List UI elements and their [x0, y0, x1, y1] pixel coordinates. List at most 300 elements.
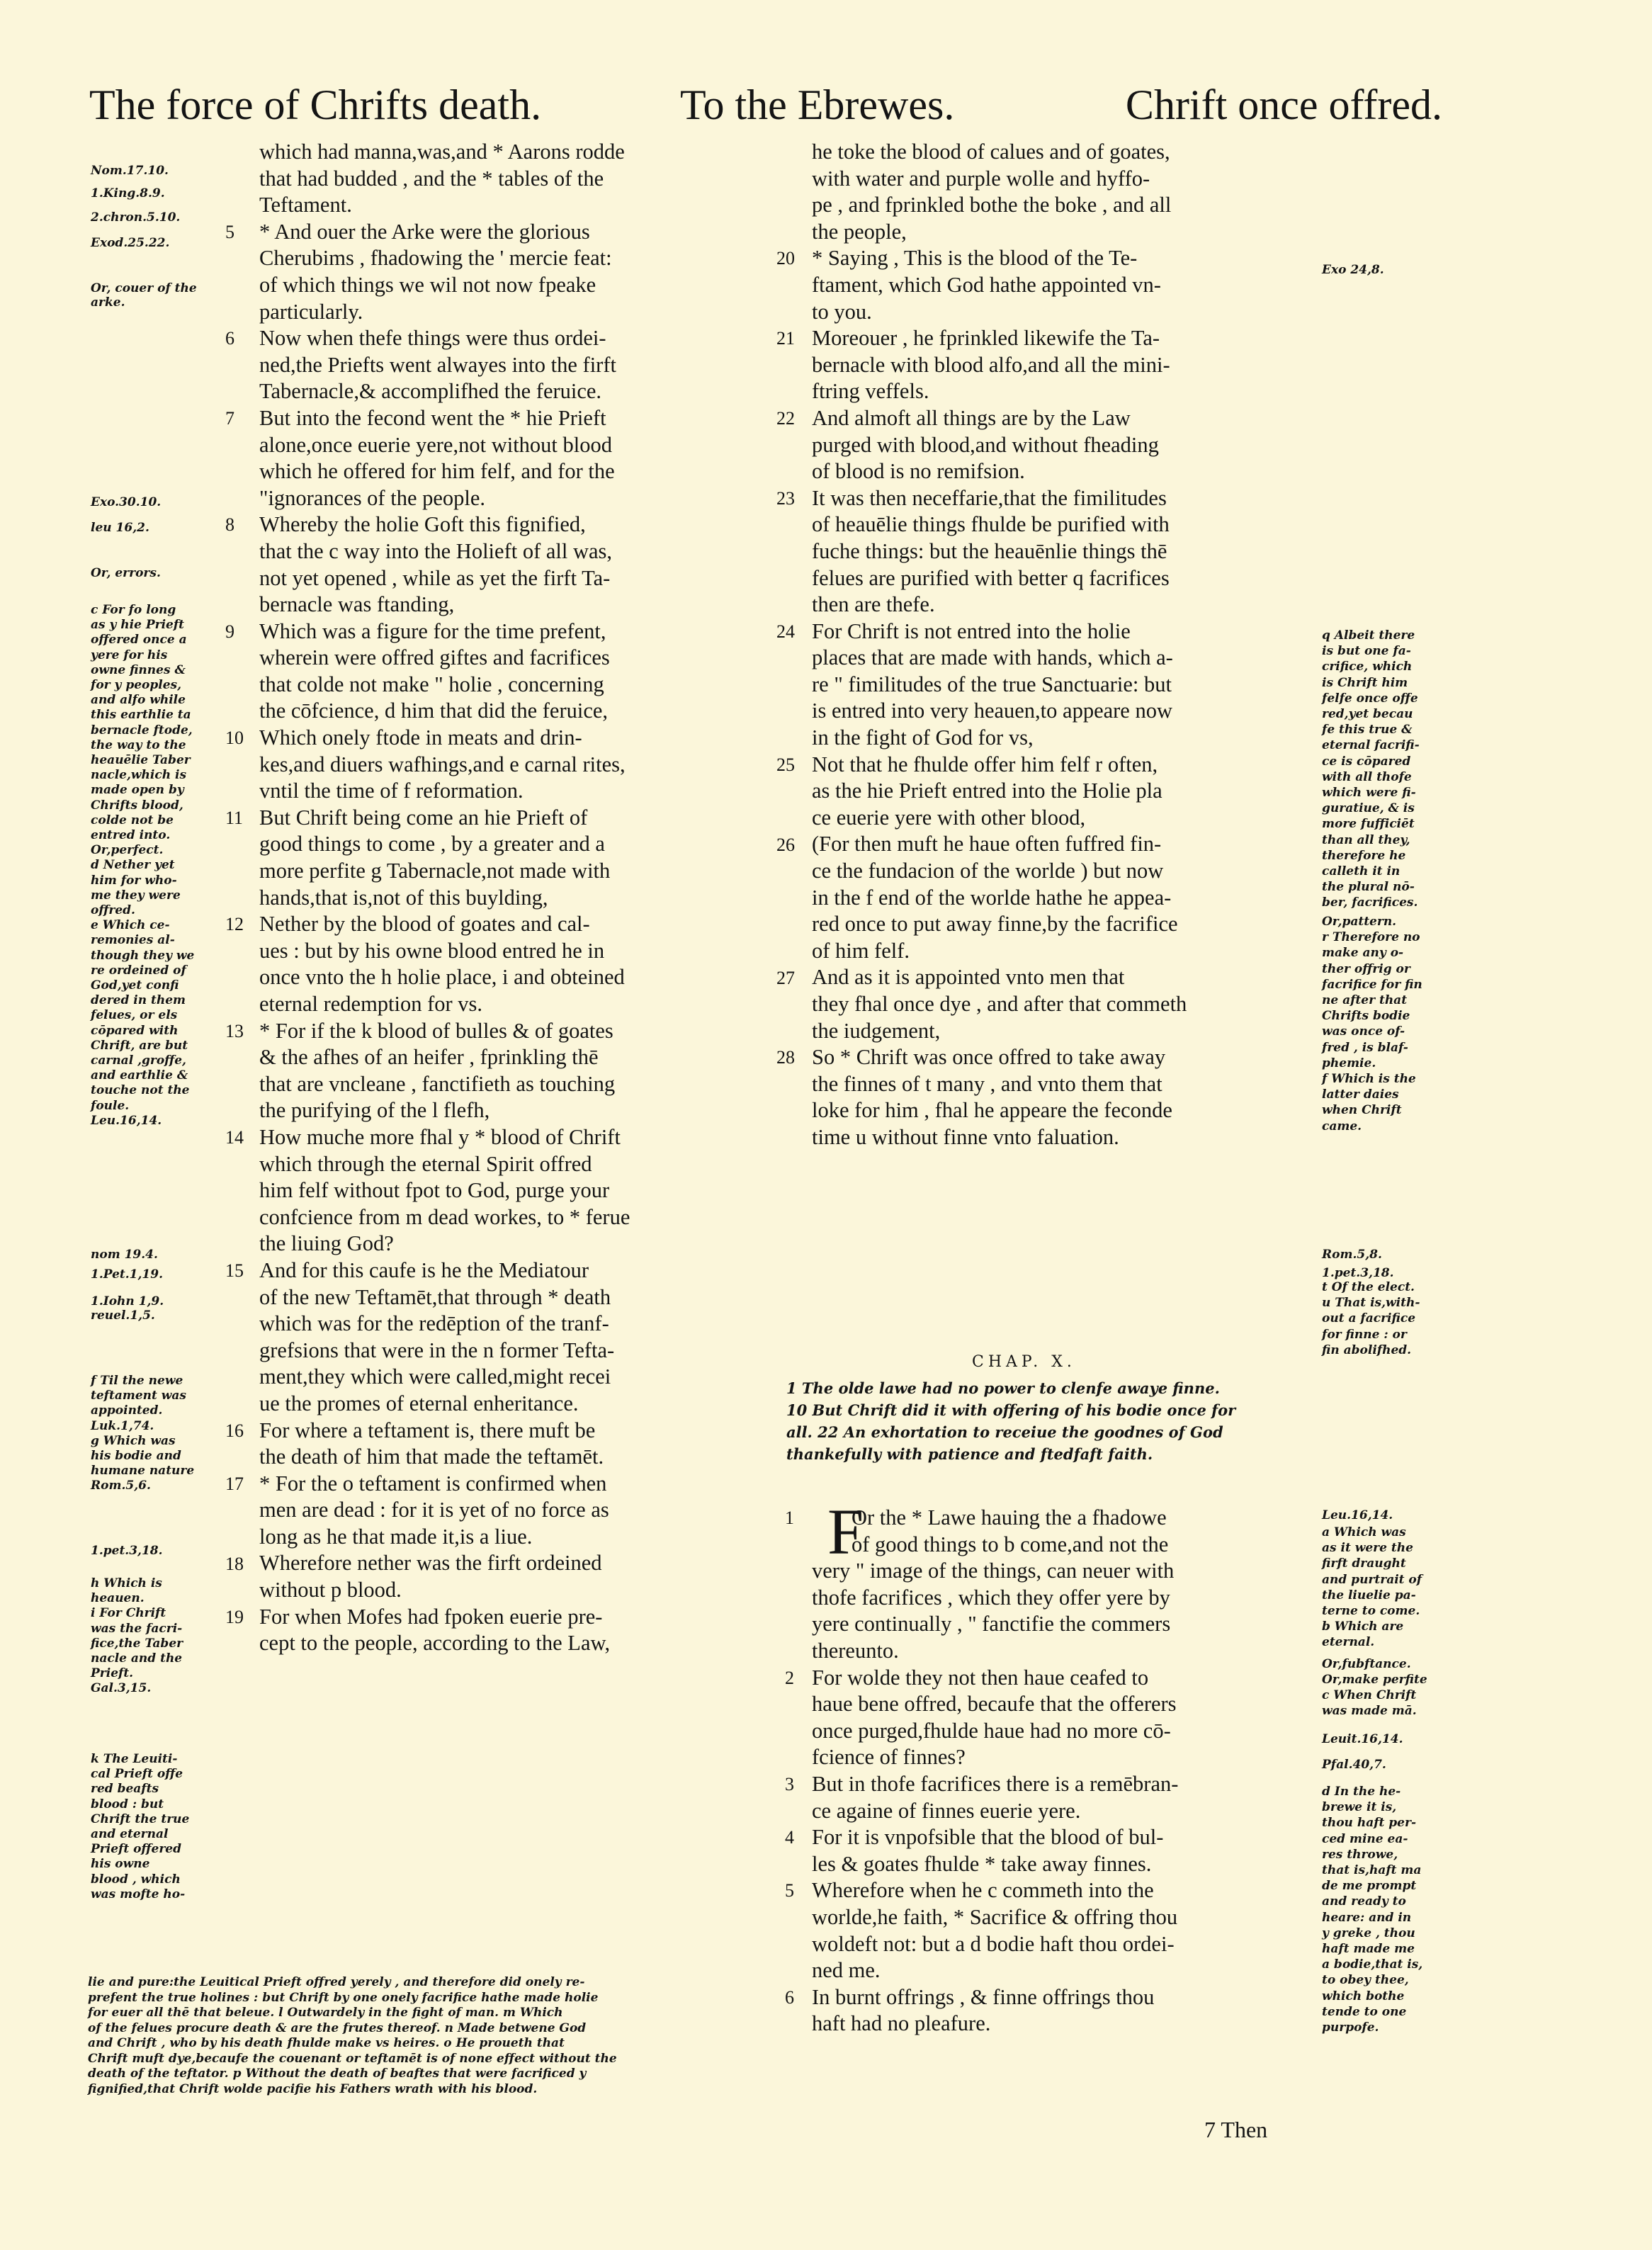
verse-number: 7 [225, 408, 234, 429]
margin-gloss: Nom.17.10. [91, 164, 169, 178]
argument-line: 10 But Chrift did it with offering of his bodie once for [786, 1401, 1236, 1419]
text-line: Now when thefe things were thus ordei- [259, 326, 606, 351]
margin-gloss: 1.pet.3,18. [1322, 1266, 1394, 1280]
margin-gloss: latter daies [1322, 1087, 1399, 1102]
text-line: But into the fecond went the * hie Prieft [259, 405, 606, 430]
footnote-line: death of the teftator. p Without the death of beaftes that were facrificed y [88, 2067, 587, 2081]
text-line: But in thofe facrifices there is a remēbran- [812, 1771, 1179, 1796]
chapter-heading: CHAP. X. [972, 1353, 1076, 1371]
margin-gloss: Prieft offered [91, 1842, 181, 1857]
text-line: In burnt offrings , & finne offrings thou [812, 1984, 1155, 2009]
margin-gloss: touche not the [91, 1083, 190, 1098]
text-line: For where a teftament is, there muft be [259, 1418, 596, 1442]
text-line: confcience from m dead workes, to * ferue [259, 1204, 630, 1229]
text-line: of which things we wil not now fpeake [259, 272, 596, 297]
text-line: felues are purified with better q facrifices [812, 565, 1170, 590]
text-line: Teftament. [259, 193, 352, 217]
margin-gloss: foule. [91, 1098, 130, 1113]
text-line: time u without finne vnto faluation. [812, 1124, 1119, 1149]
drop-cap: F [827, 1496, 864, 1568]
margin-gloss: to obey thee, [1322, 1973, 1409, 1988]
margin-gloss: made open by [91, 783, 184, 798]
margin-gloss: make any o- [1322, 946, 1404, 961]
margin-gloss: guratiue, & is [1322, 801, 1415, 816]
text-line: the purifying of the l flefh, [259, 1098, 490, 1123]
margin-gloss: y greke , thou [1322, 1926, 1415, 1940]
chapter-x-text [812, 1505, 1178, 2037]
footnote-line: and Chrift , who by his death fhulde make vs heires. o He proueth that [88, 2036, 565, 2050]
margin-gloss: f Til the newe [91, 1374, 183, 1388]
verse-number: 3 [785, 1774, 794, 1794]
header-left: The force of Chrifts death. [89, 81, 542, 128]
margin-gloss: Or,perfect. [91, 843, 164, 858]
verse-number: 20 [776, 248, 795, 269]
text-line: to you. [812, 299, 872, 324]
text-line: not yet opened , while as yet the firft Ta- [259, 565, 611, 590]
text-line: is entred into very heauen,to appeare now [812, 699, 1172, 723]
margin-gloss: him for who- [91, 873, 177, 888]
margin-gloss: u That is,with- [1322, 1296, 1420, 1311]
margin-gloss: res throwe, [1322, 1847, 1398, 1862]
margin-gloss: 1.Iohn 1,9. [91, 1294, 164, 1308]
margin-gloss: ber, facrifices. [1322, 895, 1418, 910]
text-line: So * Chrift was once offred to take away [812, 1045, 1166, 1070]
text-line: of the new Teftamēt,that through * death [259, 1284, 611, 1309]
verse-number: 27 [776, 967, 795, 988]
chapter-argument [786, 1377, 1235, 1465]
margin-gloss: Exo.30.10. [91, 495, 162, 509]
text-line: that had budded , and the * tables of the [259, 166, 604, 191]
margin-gloss: fin abolifhed. [1322, 1342, 1412, 1357]
margin-gloss: c When Chrift [1322, 1688, 1417, 1702]
margin-gloss: reuel.1,5. [91, 1308, 155, 1323]
text-line: les & goates fhulde * take away finnes. [812, 1851, 1152, 1876]
margin-gloss: his bodie and [91, 1449, 181, 1463]
margin-gloss: is Chrift him [1322, 675, 1408, 690]
margin-gloss: heauēlie Taber [91, 753, 191, 767]
margin-gloss: Or,pattern. [1322, 915, 1397, 929]
margin-gloss: dered in them [91, 993, 186, 1008]
margin-gloss: was mofte ho- [91, 1887, 186, 1901]
text-line: once vnto the h holie place, i and obteined [259, 965, 625, 990]
margin-gloss: cal Prieft offe [91, 1767, 183, 1782]
text-line: And almoft all things are by the Law [812, 405, 1131, 430]
text-line: with water and purple wolle and hyffo- [812, 166, 1150, 191]
margin-gloss: i For Chrift [91, 1606, 166, 1621]
margin-gloss: as it were the [1322, 1541, 1413, 1556]
text-line: It was then neceffarie,that the fimilitudes [812, 485, 1167, 510]
margin-gloss: g Which was [91, 1433, 176, 1448]
text-line: men are dead : for it is yet of no force as [259, 1498, 609, 1522]
margin-gloss: terne to come. [1322, 1604, 1420, 1618]
margin-gloss: k The Leuiti- [91, 1752, 178, 1766]
text-line: of good things to b come,and not the [852, 1532, 1169, 1556]
margin-gloss: cōpared with [91, 1023, 179, 1038]
text-line: haue bene offred, becaufe that the offerers [812, 1692, 1177, 1717]
text-line: Moreouer , he fprinkled likewife the Ta- [812, 326, 1160, 351]
margin-gloss: bernacle ftode, [91, 723, 193, 737]
verse-number: 14 [225, 1127, 244, 1148]
margin-gloss: ced mine ea- [1322, 1831, 1408, 1846]
text-line: haft had no pleafure. [812, 2011, 991, 2036]
text-line: Wherefore when he c commeth into the [812, 1878, 1154, 1903]
text-line: bernacle with blood alfo,and all the mini- [812, 352, 1170, 377]
margin-gloss: as y hie Prieft [91, 618, 185, 633]
margin-gloss: q Albeit there [1322, 628, 1415, 643]
text-line: him felf without fpot to God, purge your [259, 1178, 610, 1203]
text-line: * For if the k blood of bulles & of goates [259, 1018, 613, 1043]
margin-gloss: leu 16,2. [91, 521, 149, 535]
margin-gloss: the plural nō- [1322, 880, 1415, 895]
verse-number: 15 [225, 1260, 244, 1282]
margin-gloss: therefore he [1322, 848, 1406, 863]
margin-gloss: Chrifts bodie [1322, 1009, 1410, 1024]
margin-gloss: f Which is the [1322, 1072, 1416, 1086]
margin-gloss: eternal. [1322, 1635, 1375, 1650]
verse-number: 28 [776, 1047, 795, 1068]
margin-gloss: carnal ,groffe, [91, 1053, 186, 1068]
margin-gloss: is but one fa- [1322, 644, 1411, 659]
margin-gloss: was the facri- [91, 1621, 183, 1636]
footnote-line: prefent the true holines : but Chrift by one onely facrifice hathe made holie [88, 1990, 599, 2005]
verse-number: 23 [776, 487, 795, 509]
margin-gloss: tende to one [1322, 2004, 1407, 2019]
margin-gloss: Chrift the true [91, 1811, 190, 1826]
footnote-line: fignified,that Chrift wolde pacifie his Fathers wrath with his blood. [88, 2081, 538, 2096]
margin-gloss: firft draught [1322, 1556, 1406, 1571]
text-line: good things to come , by a greater and a [259, 832, 605, 857]
margin-gloss: Exo 24,8. [1322, 263, 1384, 277]
margin-gloss: Rom.5,8. [1322, 1248, 1382, 1262]
margin-gloss: r Therefore no [1322, 930, 1420, 945]
margin-gloss: facrifice for fin [1322, 977, 1422, 992]
text-line: Whereby the holie Goft this fignified, [259, 512, 586, 537]
right-column-text [812, 139, 1187, 1151]
margin-gloss: calleth it in [1322, 864, 1401, 878]
text-line: ftring veffels. [812, 379, 929, 404]
margin-gloss: the liuelie pa- [1322, 1588, 1416, 1602]
margin-gloss: offered once a [91, 633, 187, 648]
text-line: loke for him , fhal he appeare the feconde [812, 1098, 1172, 1123]
text-line: How muche more fhal y * blood of Chrift [259, 1124, 621, 1149]
text-line: Tabernacle,& accomplifhed the feruice. [259, 379, 602, 404]
margin-gloss: 1.Pet.1,19. [91, 1267, 163, 1282]
margin-gloss: Pfal.40,7. [1322, 1758, 1386, 1772]
verse-number: 6 [785, 1986, 794, 2008]
margin-gloss: though they we [91, 948, 195, 963]
text-line: * Saying , This is the blood of the Te- [812, 246, 1138, 271]
text-line: thereunto. [812, 1638, 899, 1663]
margin-gloss: Leuit.16,14. [1322, 1732, 1403, 1746]
footnote-line: for euer all thē that beleue. l Outwardely in the fight of man. m Which [88, 2006, 563, 2020]
text-line: ce euerie yere with other blood, [812, 805, 1086, 830]
verse-number: 18 [225, 1553, 244, 1574]
text-line: they fhal once dye , and after that commeth [812, 992, 1187, 1016]
text-line: that the c way into the Holieft of all was, [259, 538, 613, 563]
margin-gloss: the way to the [91, 737, 186, 752]
margin-gloss: Or,fubftance. [1322, 1657, 1411, 1671]
margin-gloss: 1.King.8.9. [91, 186, 165, 200]
verse-number: 11 [225, 808, 244, 828]
margin-gloss: that is,haft ma [1322, 1863, 1422, 1877]
text-line: the people, [812, 219, 907, 244]
margin-gloss: heare: and in [1322, 1910, 1412, 1925]
margin-gloss: and eternal [91, 1827, 169, 1841]
margin-gloss: and ready to [1322, 1894, 1406, 1909]
text-line: Not that he fhulde offer him felf r often, [812, 752, 1158, 776]
text-line: the cōfcience, d him that did the feruice, [259, 699, 609, 723]
text-line: which through the eternal Spirit offred [259, 1151, 592, 1176]
margin-gloss: brewe it is, [1322, 1800, 1397, 1815]
margin-gloss: Or, errors. [91, 566, 161, 580]
verse-number: 19 [225, 1607, 244, 1627]
text-line: of him felf. [812, 938, 910, 963]
margin-gloss: nom 19.4. [91, 1248, 158, 1262]
text-line: kes,and diuers wafhings,and e carnal rites, [259, 752, 626, 776]
footnote-line: of the felues procure death & are the frutes thereof. n Made betwene God [88, 2020, 587, 2035]
verse-number: 26 [776, 834, 795, 855]
text-line: Nether by the blood of goates and cal- [259, 912, 590, 937]
margin-gloss: b Which are [1322, 1619, 1404, 1634]
text-line: in the f end of the worlde hathe he appea- [812, 885, 1172, 910]
text-line: "ignorances of the people. [259, 485, 486, 510]
margin-gloss: for finne : or [1322, 1327, 1407, 1342]
argument-line: 1 The olde lawe had no power to clenfe awaye finne. [786, 1379, 1220, 1397]
text-line: hands,that is,not of this buylding, [259, 885, 548, 910]
text-line: ce againe of finnes euerie yere. [812, 1798, 1081, 1823]
header-right: Chrift once offred. [1125, 81, 1442, 128]
text-line: Cherubims , fhadowing the ' mercie feat: [259, 246, 612, 271]
margin-gloss: this earthlie ta [91, 708, 191, 723]
footnote-line: lie and pure:the Leuitical Prieft offred yerely , and therefore did onely re- [88, 1975, 585, 1989]
text-line: red once to put away finne,by the facrifice [812, 912, 1178, 937]
margin-gloss: when Chrift [1322, 1103, 1402, 1118]
text-line: without p blood. [259, 1578, 402, 1602]
text-line: of blood is no remifsion. [812, 459, 1025, 484]
margin-gloss: c For fo long [91, 603, 176, 617]
margin-gloss: colde not be [91, 813, 174, 827]
text-line: then are thefe. [812, 592, 935, 617]
text-line: & the afhes of an heifer , fprinkling thē [259, 1045, 599, 1070]
margin-gloss: blood , which [91, 1872, 181, 1887]
text-line: ned,the Priefts went alwayes into the firft [259, 352, 616, 377]
text-line: that are vncleane , fanctifieth as touching [259, 1071, 616, 1096]
text-line: * And ouer the Arke were the glorious [259, 219, 590, 244]
text-line: thofe facrifices , which they offer yere by [812, 1585, 1170, 1610]
text-line: bernacle was ftanding, [259, 592, 455, 617]
text-line: ftament, which God hathe appointed vn- [812, 272, 1161, 297]
margin-gloss: was made mā. [1322, 1704, 1417, 1718]
verse-number: 17 [225, 1474, 244, 1494]
text-line: Which was a figure for the time prefent, [259, 618, 606, 643]
margin-gloss: Chrifts blood, [91, 798, 183, 813]
margin-gloss: Prieft. [91, 1666, 134, 1681]
margin-gloss: was once of- [1322, 1024, 1405, 1039]
margin-gloss: Leu.16,14. [91, 1113, 162, 1128]
text-line: long as he that made it,is a liue. [259, 1524, 533, 1549]
margin-gloss: came. [1322, 1119, 1362, 1134]
text-line: ue the promes of eternal enheritance. [259, 1391, 579, 1415]
margin-gloss: which bothe [1322, 1989, 1405, 2003]
left-column-text [259, 139, 630, 1657]
margin-gloss: out a facrifice [1322, 1311, 1416, 1326]
verse-number: 5 [785, 1880, 794, 1901]
text-line: alone,once euerie yere,not without blood [259, 432, 612, 457]
margin-gloss: with all thofe [1322, 769, 1412, 784]
margin-gloss: thou haft per- [1322, 1816, 1417, 1831]
text-line: very " image of the things, can neuer with [812, 1559, 1175, 1583]
text-line: worlde,he faith, * Sacrifice & offring thou [812, 1904, 1178, 1929]
margin-gloss: red,yet becau [1322, 707, 1413, 721]
margin-gloss: fice,the Taber [91, 1636, 183, 1651]
margin-gloss: de me prompt [1322, 1879, 1417, 1894]
text-line: For it is vnpofsible that the blood of bul- [812, 1825, 1164, 1850]
text-line: which was for the redēption of the tranf- [259, 1311, 609, 1336]
text-line: ues : but by his owne blood entred he in [259, 938, 605, 963]
text-line: pe , and fprinkled bothe the boke , and all [812, 193, 1172, 217]
margin-gloss: teftament was [91, 1389, 187, 1403]
margin-gloss: Gal.3,15. [91, 1681, 152, 1696]
text-line: * For the o teftament is confirmed when [259, 1471, 607, 1496]
text-line: woldeft not: but a d bodie haft thou ordei- [812, 1931, 1175, 1956]
margin-gloss: nacle,which is [91, 768, 187, 783]
text-line: the liuing God? [259, 1231, 394, 1256]
verse-number: 8 [225, 514, 234, 536]
text-line: more perfite g Tabernacle,not made with [259, 859, 611, 883]
text-line: once purged,fhulde haue had no more cō- [812, 1718, 1171, 1743]
text-line: fcience of finnes? [812, 1745, 966, 1770]
margin-gloss: haft made me [1322, 1942, 1415, 1956]
margin-gloss: a Which was [1322, 1525, 1406, 1539]
text-line: wherein were offred giftes and facrifices [259, 645, 610, 670]
margin-gloss: ce is cōpared [1322, 754, 1411, 769]
text-line: vntil the time of f reformation. [259, 779, 524, 803]
margin-gloss: which were fi- [1322, 786, 1416, 800]
text-line: And for this caufe is he the Mediatour [259, 1257, 589, 1282]
text-line: ned me. [812, 1958, 881, 1983]
verse-number: 13 [225, 1020, 244, 1041]
running-head [89, 77, 1442, 133]
verse-number: 12 [225, 914, 244, 935]
text-line: grefsions that were in the n former Tefta- [259, 1338, 615, 1362]
margin-gloss: h Which is [91, 1576, 162, 1590]
margin-gloss: t Of the elect. [1322, 1280, 1415, 1294]
margin-gloss: 2.chron.5.10. [91, 210, 181, 225]
footnote-line: Chrift muft dye,becaufe the couenant or teftamēt is of none effect without the [88, 2051, 617, 2066]
margin-gloss: Or,make perfite [1322, 1673, 1427, 1687]
header-center: To the Ebrewes. [680, 81, 955, 128]
margin-gloss: Rom.5,6. [91, 1479, 151, 1493]
margin-gloss: nacle and the [91, 1651, 183, 1666]
margin-gloss: humane nature [91, 1464, 195, 1479]
margin-gloss: purpofe. [1322, 2020, 1379, 2035]
argument-line: thankefully with patience and ftedfaft faith. [786, 1445, 1153, 1463]
text-line: (For then muft he haue often fuffred fin- [812, 832, 1162, 857]
text-line: purged with blood,and without fheading [812, 432, 1159, 457]
margin-gloss: Luk.1,74. [91, 1418, 154, 1433]
verse-number: 10 [225, 728, 244, 749]
verse-number: 2 [785, 1667, 794, 1688]
text-line: For Chrift is not entred into the holie [812, 618, 1131, 643]
margin-gloss: Exod.25.22. [91, 236, 170, 250]
margin-gloss: and alfo while [91, 693, 186, 708]
text-line: the death of him that made the teftamēt. [259, 1445, 604, 1469]
verse-number: 24 [776, 621, 795, 642]
text-line: which had manna,was,and * Aarons rodde [259, 140, 625, 164]
margin-gloss: than all they, [1322, 832, 1410, 847]
margin-gloss: phemie. [1322, 1056, 1376, 1070]
text-line: he toke the blood of calues and of goates, [812, 140, 1170, 164]
argument-line: all. 22 An exhortation to receiue the goodnes of God [786, 1423, 1223, 1441]
text-line: Which onely ftode in meats and drin- [259, 725, 582, 750]
verse-number: 6 [225, 328, 234, 349]
verse-number: 5 [225, 221, 234, 242]
margin-gloss: for y peoples, [91, 678, 182, 692]
margin-gloss: remonies al- [91, 933, 175, 948]
margin-gloss: crifice, which [1322, 660, 1413, 674]
margin-gloss: Chrift, are but [91, 1038, 188, 1053]
margin-gloss: more fufficiēt [1322, 817, 1415, 832]
text-line: the iudgement, [812, 1018, 941, 1043]
text-line: which he offered for him felf, and for the [259, 459, 615, 484]
text-line: For when Mofes had fpoken euerie pre- [259, 1604, 603, 1629]
margin-gloss: arke. [91, 295, 125, 310]
margin-gloss: me they were [91, 888, 181, 903]
margin-gloss: blood : but [91, 1797, 164, 1811]
margin-gloss: eternal facrifi- [1322, 738, 1420, 753]
margin-gloss: owne finnes & [91, 662, 186, 677]
text-line: cept to the people, according to the Law, [259, 1631, 611, 1656]
margin-gloss: Or, couer of the [91, 281, 197, 295]
margin-gloss: his owne [91, 1857, 150, 1872]
margin-gloss: Leu.16,14. [1322, 1508, 1393, 1522]
margin-gloss: d Nether yet [91, 858, 175, 873]
text-line: yere continually , " fanctifie the commers [812, 1612, 1171, 1636]
margin-gloss: yere for his [91, 648, 168, 662]
margin-gloss: felues, or els [91, 1008, 178, 1023]
margin-gloss: 1.pet.3,18. [91, 1544, 163, 1558]
verse-number: 25 [776, 754, 795, 775]
margin-gloss: heauen. [91, 1591, 145, 1606]
catchword: 7 Then [1204, 2117, 1268, 2142]
margin-gloss: offred. [91, 903, 135, 917]
text-line: Wherefore nether was the firft ordeined [259, 1551, 602, 1576]
text-line: ment,they which were called,might recei [259, 1364, 611, 1389]
text-line: Or the * Lawe hauing the a fhadowe [852, 1505, 1167, 1530]
margin-gloss: and purtrait of [1322, 1572, 1422, 1587]
margin-gloss: God,yet confi [91, 978, 179, 993]
margin-gloss: d In the he- [1322, 1785, 1401, 1799]
margin-gloss: re ordeined of [91, 963, 186, 978]
verse-number: 22 [776, 408, 795, 429]
text-line: But Chrift being come an hie Prieft of [259, 805, 588, 830]
footnotes [88, 1975, 617, 2097]
margin-gloss: felfe once offe [1322, 691, 1418, 706]
text-line: ce the fundacion of the worlde ) but now [812, 859, 1164, 883]
text-line: the finnes of t many , and vnto them that [812, 1071, 1162, 1096]
margin-gloss: a bodie,that is, [1322, 1957, 1423, 1972]
margin-gloss: appointed. [91, 1403, 163, 1418]
margin-gloss: entred into. [91, 828, 171, 842]
text-line: eternal redemption for vs. [259, 992, 483, 1016]
text-line: re " fimilitudes of the true Sanctuarie: but [812, 672, 1172, 696]
margin-gloss: and earthlie & [91, 1068, 188, 1083]
text-line: that colde not make " holie , concerning [259, 672, 604, 696]
text-line: For wolde they not then haue ceafed to [812, 1665, 1149, 1690]
text-line: in the fight of God for vs, [812, 725, 1034, 750]
margin-gloss: fe this true & [1322, 723, 1413, 737]
text-line: fuche things: but the heauēnlie things thē [812, 538, 1167, 563]
